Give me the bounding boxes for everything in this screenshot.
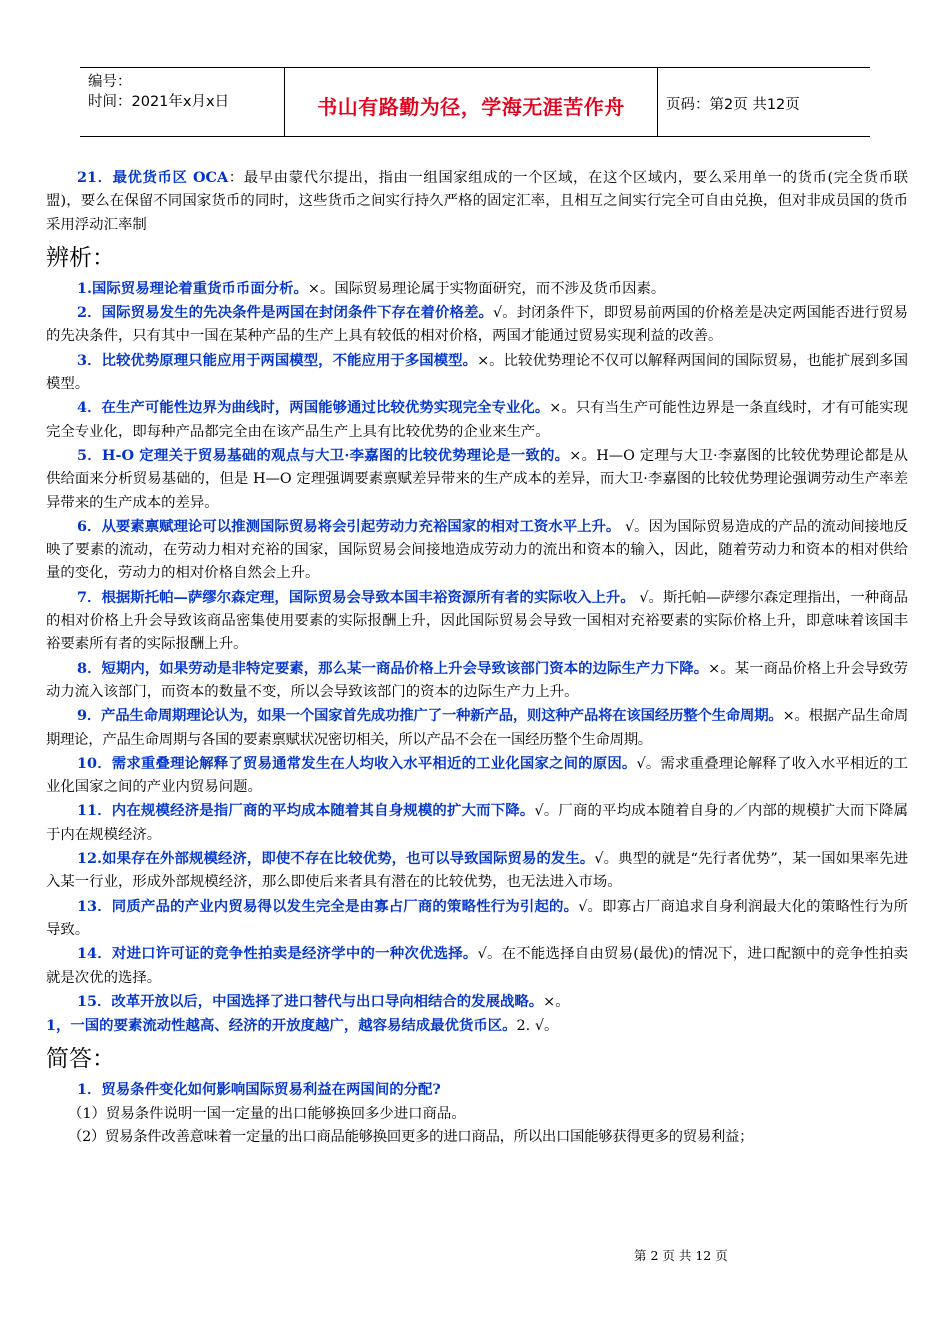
item-answer: 2. √。 xyxy=(516,1018,559,1035)
item-answer: ×。某一商品价格上升会导致劳动力流入该部门，而资本的数量不变，所以会导致该部门的资本的边际生产力上升。 xyxy=(46,660,908,700)
item-question: 14．对进口许可证的竞争性拍卖是经济学中的一种次优选择。 xyxy=(77,945,478,963)
item-question: 7．根据斯托帕—萨缪尔森定理，国际贸易会导致本国丰裕资源所有者的实际收入上升。 xyxy=(77,588,635,606)
item-question: 8．短期内，如果劳动是非特定要素，那么某一商品价格上升会导致该部门资本的边际生产力下降。 xyxy=(77,659,709,677)
list-item xyxy=(46,847,908,895)
item-answer: √。厂商的平均成本随着自身的／内部的规模扩大而下降属于内在规模经济。 xyxy=(46,803,909,843)
item-answer: √。在不能选择自由贸易(最优)的情况下，进口配额中的竞争性拍卖就是次优的选择。 xyxy=(46,946,909,986)
short-question-text: 1．贸易条件变化如何影响国际贸易利益在两国间的分配? xyxy=(77,1081,441,1099)
item-question: 13．同质产品的产业内贸易得以发生完全是由寡占厂商的策略性行为引起的。 xyxy=(77,897,579,915)
item-answer: √。斯托帕—萨缪尔森定理指出，一种商品的相对价格上升会导致该商品密集使用要素的实际报酬上升，因此国际贸易会导致一国相对充裕要素的实际价格上升，即意味着该国丰裕要素所有者的实际报酬上升。 xyxy=(46,589,908,653)
section-heading-short-answer: 简答： xyxy=(46,1046,115,1073)
item-question: 5．H-O 定理关于贸易基础的观点与大卫·李嘉图的比较优势理论是一致的。 xyxy=(77,446,570,464)
list-item xyxy=(46,301,908,349)
header-motto: 书山有路勤为径，学海无涯苦作舟 xyxy=(284,68,658,136)
list-item xyxy=(46,1014,908,1038)
item-question: 1.国际贸易理论着重货币币面分析。 xyxy=(77,279,308,297)
list-item xyxy=(46,349,908,397)
list-item xyxy=(46,444,908,515)
definition-text: ：最早由蒙代尔提出，指由一组国家组成的一个区域，在这个区域内，要么采用单一的货币(完全货币联盟)，要么在保留不同国家货币的同时，这些货币之间实行持久严格的固定汇率，且相互之间实行完全可自由兑换，但对非成员国的货币采用浮动汇率制 xyxy=(46,170,908,233)
page-header xyxy=(80,67,870,137)
item-question: 12.如果存在外部规模经济，即使不存在比较优势，也可以导致国际贸易的发生。 xyxy=(77,850,595,868)
document-time-label: 时间：2021年x月x日 xyxy=(88,94,230,110)
list-item xyxy=(46,657,908,705)
item-answer: ×。比较优势理论不仅可以解释两国间的国际贸易，也能扩展到多国模型。 xyxy=(46,352,909,393)
header-page-info: 页码：第2页 共12页 xyxy=(666,96,800,113)
item-answer: ×。根据产品生命周期理论，产品生命周期与各国的要素禀赋状况密切相关，所以产品不会在一国经历整个生命周期。 xyxy=(46,708,908,748)
item-answer: √。需求重叠理论解释了收入水平相近的工业化国家之间的产业内贸易问题。 xyxy=(46,755,909,796)
list-item xyxy=(46,396,908,444)
item-answer: ×。 xyxy=(543,993,570,1010)
short-answer-line: （1）贸易条件说明一国一定量的出口能够换回多少进口商品。 xyxy=(68,1105,466,1122)
item-question: 3．比较优势原理只能应用于两国模型，不能应用于多国模型。 xyxy=(77,351,478,369)
list-item xyxy=(46,704,908,752)
item-question: 10．需求重叠理论解释了贸易通常发生在人均收入水平相近的工业化国家之间的原因。 xyxy=(77,754,637,772)
item-question: 2．国际贸易发生的先决条件是两国在封闭条件下存在着价格差。 xyxy=(77,304,493,322)
analysis-list xyxy=(46,277,908,1039)
short-answer-line: （2）贸易条件改善意味着一定量的出口商品能够换回更多的进口商品，所以出口国能够获得更多的贸易利益； xyxy=(68,1128,754,1145)
list-item xyxy=(46,942,908,990)
list-item xyxy=(46,799,908,847)
list-item xyxy=(46,990,908,1014)
item-question: 6．从要素禀赋理论可以推测国际贸易将会引起劳动力充裕国家的相对工资水平上升。 xyxy=(77,517,621,535)
item-answer: ×。国际贸易理论属于实物面研究，而不涉及货币因素。 xyxy=(307,280,666,297)
list-item xyxy=(46,515,908,586)
item-answer: ×。H—O 定理与大卫·李嘉图的比较优势理论都是从供给面来分析贸易基础的，但是 H—O 定理强调要素禀赋差异带来的生产成本的差异，而大卫·李嘉图的比较优势理论强调劳动生产率差异带来的生产成本的差异。 xyxy=(46,447,909,511)
list-item xyxy=(46,586,908,657)
definition-term: 21．最优货币区 OCA xyxy=(77,169,229,186)
item-question: 11．内在规模经济是指厂商的平均成本随着其自身规模的扩大而下降。 xyxy=(77,802,535,820)
item-answer: √。典型的就是“先行者优势”，某一国如果率先进入某一行业，形成外部规模经济，那么即使后来者具有潜在的比较优势，也无法进入市场。 xyxy=(46,851,908,891)
definition-paragraph xyxy=(46,166,908,237)
section-heading-analysis: 辨析： xyxy=(46,244,115,271)
item-answer: √。因为国际贸易造成的产品的流动间接地反映了要素的流动，在劳动力相对充裕的国家，国际贸易会间接地造成劳动力的流出和资本的输入，因此，随着劳动力和资本的相对供给量的变化，劳动力的相对价格自然会上升。 xyxy=(46,518,908,582)
page-footer: 第 2 页 共 12 页 xyxy=(634,1248,728,1263)
item-question: 9．产品生命周期理论认为，如果一个国家首先成功推广了一种新产品，则这种产品将在该国经历整个生命周期。 xyxy=(77,707,783,725)
header-meta xyxy=(80,68,284,136)
document-body xyxy=(46,166,908,1149)
item-answer: √。即寡占厂商追求自身利润最大化的策略性行为所导致。 xyxy=(46,898,909,938)
list-item xyxy=(46,277,908,301)
item-question: 15．改革开放以后，中国选择了进口替代与出口导向相结合的发展战略。 xyxy=(77,992,544,1010)
item-answer: √。封闭条件下，即贸易前两国的价格差是决定两国能否进行贸易的先决条件，只有其中一国在某种产品的生产上具有较低的相对价格，两国才能通过贸易实现利益的改善。 xyxy=(46,305,908,345)
document-number-label: 编号： xyxy=(88,74,132,90)
item-question: 1，一国的要素流动性越高、经济的开放度越广，越容易结成最优货币区。 xyxy=(46,1017,517,1035)
short-question xyxy=(46,1078,908,1102)
item-question: 4．在生产可能性边界为曲线时，两国能够通过比较优势实现完全专业化。 xyxy=(77,399,550,417)
list-item xyxy=(46,752,908,800)
item-answer: ×。只有当生产可能性边界是一条直线时，才有可能实现完全专业化，即每种产品都完全由在该产品生产上具有比较优势的企业来生产。 xyxy=(46,400,908,440)
list-item xyxy=(46,895,908,943)
